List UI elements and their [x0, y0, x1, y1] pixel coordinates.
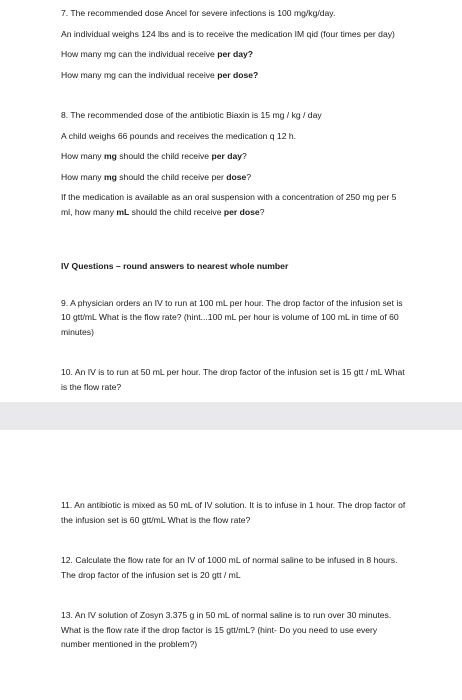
question-8-ask-per-dose: How many mg should the child receive per dose?: [61, 171, 252, 182]
question-11: 11. An antibiotic is mixed as 50 mL of IV solution. It is to infuse in 1 hour. The drop factor of the infusion set is 60 gtt/mL What is the flow rate?: [61, 500, 406, 525]
page-divider: [0, 402, 462, 430]
question-7-ask-per-dose: How many mg can the individual receive per dose?: [61, 69, 259, 80]
question-8-body: A child weighs 66 pounds and receives the medication q 12 h.: [61, 130, 297, 141]
question-7-title: 7. The recommended dose Ancel for severe infections is 100 mg/kg/day.: [61, 8, 336, 18]
question-8-ask-ml-per-dose: If the medication is available as an oral suspension with a concentration of 250 mg per 5 ml, how many mL should the child receive per dose?: [61, 192, 397, 217]
question-7-body: An individual weighs 124 lbs and is to receive the medication IM qid (four times per day): [61, 28, 395, 39]
question-10: 10. An IV is to run at 50 mL per hour. The drop factor of the infusion set is 15 gtt / mL What is the flow rate?: [61, 367, 405, 392]
question-8-ask-per-day: How many mg should the child receive per day?: [61, 151, 247, 161]
question-7: [61, 6, 406, 82]
page-top-content: [61, 6, 406, 398]
section-heading-iv-questions: IV Questions – round answers to nearest whole number: [61, 261, 289, 271]
question-13: 13. An IV solution of Zosyn 3.375 g in 50 mL of normal saline is to run over 30 minutes. What is the flow rate if the drop factor is 15 gtt/mL? (hint- Do you need to use every number mentioned in the problem?): [61, 610, 392, 649]
page-bottom-content: [61, 498, 406, 656]
document-page-bottom: [0, 430, 462, 700]
question-12: 12. Calculate the flow rate for an IV of 1000 mL of normal saline to be infused in 8 hours. The drop factor of the infusion set is 20 gtt / mL: [61, 555, 398, 580]
question-8-title: 8. The recommended dose of the antibiotic Biaxin is 15 mg / kg / day: [61, 110, 322, 120]
question-9: 9. A physician orders an IV to run at 100 mL per hour. The drop factor of the infusion set is 10 gtt/mL What is the flow rate? (hint...100 mL per hour is volume of 100 mL in time of 60 minutes): [61, 297, 403, 337]
question-8: [61, 108, 406, 219]
question-7-ask-per-day: How many mg can the individual receive per day?: [61, 49, 254, 59]
